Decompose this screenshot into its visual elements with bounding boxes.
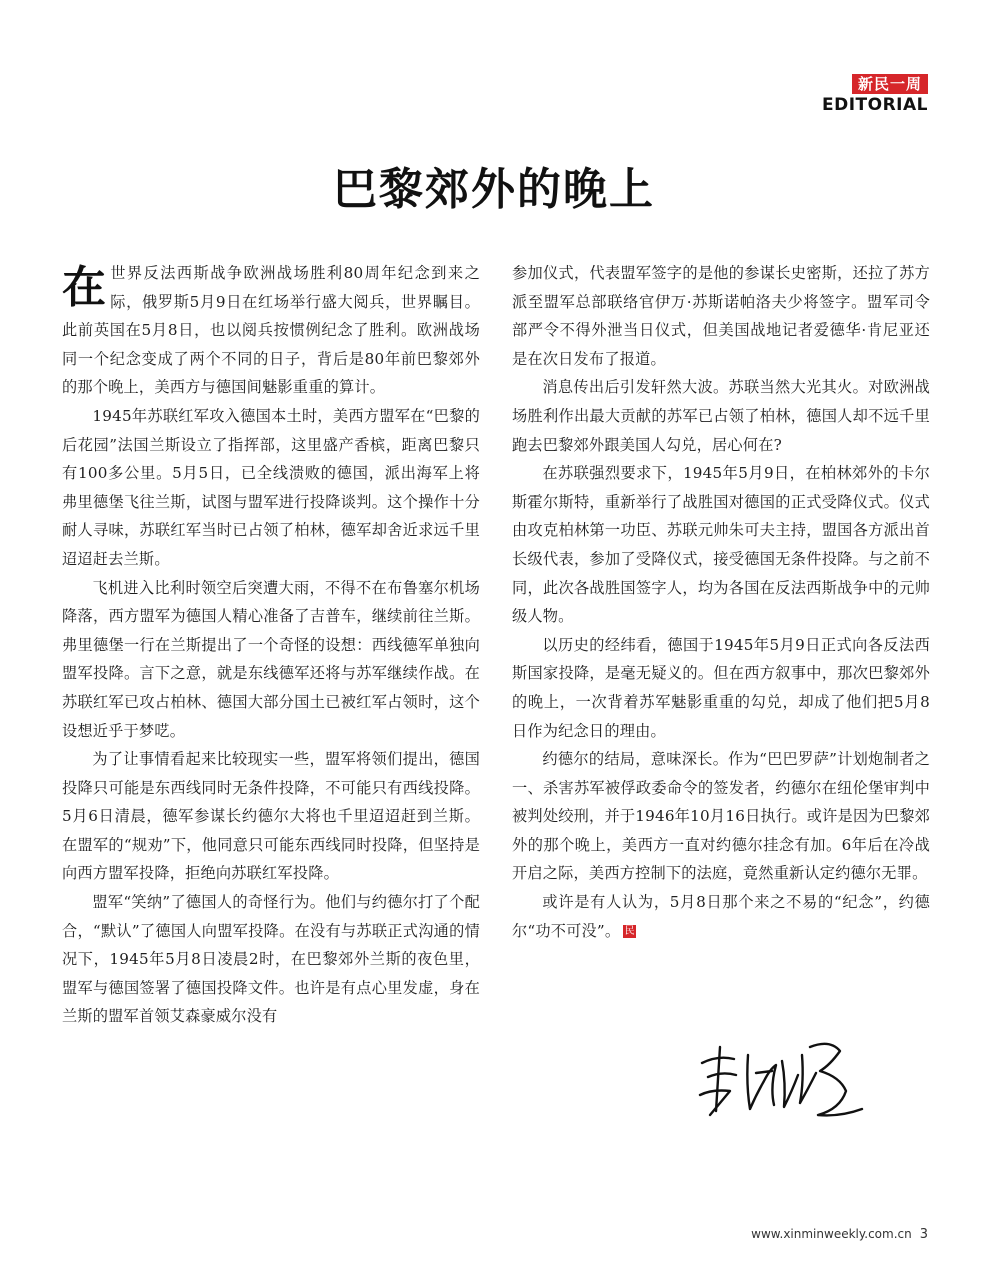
paragraph-1 [62, 259, 480, 402]
website-url: www.xinminweekly.com.cn [751, 1227, 912, 1241]
right-column [512, 259, 930, 945]
paragraph-5-continued: 参加仪式，代表盟军签字的是他的参谋长史密斯，还拉了苏方派至盟军总部联络官伊万·苏斯诺帕洛夫少将签字。盟军司令部严令不得外泄当日仪式，但美国战地记者爱德华·肯尼亚还是在次日发布了报道。 [512, 264, 930, 368]
paragraph-1-text: 世界反法西斯战争欧洲战场胜利80周年纪念到来之际，俄罗斯5月9日在红场举行盛大阅兵，世界瞩目。此前英国在5月8日，也以阅兵按惯例纪念了胜利。欧洲战场同一个纪念变成了两个不同的日子，背后是80年前巴黎郊外的那个晚上，美西方与德国间魅影重重的算计。 [62, 264, 480, 397]
paragraph-2: 1945年苏联红军攻入德国本土时，美西方盟军在“巴黎的后花园”法国兰斯设立了指挥部，这里盛产香槟，距离巴黎只有100多公里。5月5日，已全线溃败的德国，派出海军上将弗里德堡飞往兰斯，试图与盟军进行投降谈判。这个操作十分耐人寻味，苏联红军当时已占领了柏林，德军却舍近求远千里迢迢赶去兰斯。 [62, 406, 480, 568]
left-column [62, 259, 480, 1031]
paragraph-10 [512, 888, 930, 945]
article-title: 巴黎郊外的晚上 [333, 164, 655, 215]
paragraph-10-text: 或许是有人认为，5月8日那个来之不易的“纪念”，约德尔“功不可没”。 [512, 893, 930, 940]
author-signature [690, 1025, 870, 1125]
magazine-tag: 新民一周 [852, 74, 928, 94]
paragraph-4: 为了让事情看起来比较现实一些，盟军将领们提出，德国投降只可能是东西线同时无条件投降，不可能只有西线投降。5月6日清晨，德军参谋长约德尔大将也千里迢迢赶到兰斯。在盟军的“规劝”下，他同意只可能东西线同时投降，但坚持是向西方盟军投降，拒绝向苏联红军投降。 [62, 750, 480, 883]
page-number: 3 [919, 1227, 928, 1242]
paragraph-6: 消息传出后引发轩然大波。苏联当然大光其火。对欧洲战场胜利作出最大贡献的苏军已占领了柏林，德国人却不远千里跑去巴黎郊外跟美国人勾兑，居心何在? [512, 378, 930, 454]
drop-cap: 在 [62, 262, 107, 313]
paragraph-8: 以历史的经纬看，德国于1945年5月9日正式向各反法西斯国家投降，是毫无疑义的。但在西方叙事中，那次巴黎郊外的晚上，一次背着苏军魅影重重的勾兑，却成了他们把5月8日作为纪念日的理由。 [512, 635, 930, 740]
masthead [822, 74, 928, 115]
paragraph-9: 约德尔的结局，意味深长。作为“巴巴罗萨”计划炮制者之一、杀害苏军被俘政委命令的签发者，约德尔在纽伦堡审判中被判处绞刑，并于1946年10月16日执行。或许是因为巴黎郊外的那个晚上，美西方一直对约德尔挂念有加。6年后在冷战开启之际，美西方控制下的法庭，竟然重新认定约德尔无罪。 [512, 750, 930, 883]
end-mark-icon: 民 [624, 926, 635, 938]
paragraph-3: 飞机进入比利时领空后突遭大雨，不得不在布鲁塞尔机场降落，西方盟军为德国人精心准备了吉普车，继续前往兰斯。弗里德堡一行在兰斯提出了一个奇怪的设想：西线德军单独向盟军投降。言下之意，就是东线德军还将与苏军继续作战。在苏联红军已攻占柏林、德国大部分国土已被红军占领时，这个设想近乎于梦呓。 [62, 578, 480, 740]
paragraph-5: 盟军“笑纳”了德国人的奇怪行为。他们与约德尔打了个配合，“默认”了德国人向盟军投降。在没有与苏联正式沟通的情况下，1945年5月8日凌晨2时，在巴黎郊外兰斯的夜色里，盟军与德国签署了德国投降文件。也许是有点心里发虚，身在兰斯的盟军首领艾森豪威尔没有 [62, 893, 480, 1026]
paragraph-7: 在苏联强烈要求下，1945年5月9日，在柏林郊外的卡尔斯霍尔斯特，重新举行了战胜国对德国的正式受降仪式。仪式由攻克柏林第一功臣、苏联元帅朱可夫主持，盟国各方派出首长级代表，参加了受降仪式，接受德国无条件投降。与之前不同，此次各战胜国签字人，均为各国在反法西斯战争中的元帅级人物。 [512, 464, 930, 626]
footer [751, 1227, 928, 1242]
section-label: EDITORIAL [821, 95, 928, 115]
